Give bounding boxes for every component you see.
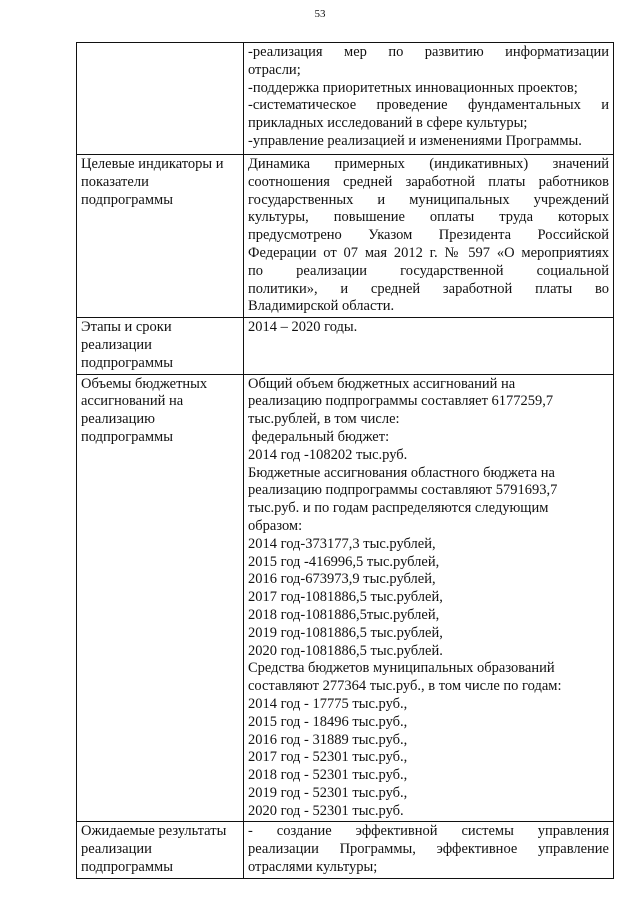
text-line: Владимирской области. [248, 298, 395, 315]
subprogram-passport-table [76, 42, 614, 879]
tasks-continued-cell [244, 43, 614, 155]
text-line: составляют 277364 тыс.руб., в том числе по годам: [248, 678, 562, 695]
text-line: 2016 год - 31889 тыс.руб., [248, 731, 408, 748]
text-line: 2017 год - 52301 тыс.руб., [248, 749, 408, 766]
text-line: отраслями культуры; [248, 859, 378, 876]
table-row-expected-results [77, 822, 614, 878]
text-line: -управление реализацией и изменениями Программы. [248, 132, 582, 149]
text-line: 2019 год-1081886,5 тыс.рублей, [248, 624, 443, 641]
text-line: 2020 год-1081886,5 тыс.рублей. [248, 642, 443, 659]
text-line: -реализация мер по развитию информатизации [248, 44, 609, 60]
text-line: - создание эффективной системы управления [248, 823, 609, 840]
text-line: 2018 год - 52301 тыс.руб., [248, 767, 408, 784]
text-line: культуры, повышение оплаты труда которых [248, 209, 609, 226]
row-label-stages: Этапы и сроки реализации подпрограммы [77, 318, 244, 374]
budget-cell [244, 374, 614, 822]
page-number: 53 [314, 8, 326, 20]
text-line: тыс.рублей, в том числе: [248, 411, 400, 428]
stages-cell [244, 318, 614, 374]
row-label-empty [77, 43, 244, 155]
table-row-target-indicators [77, 155, 614, 318]
text-line: Средства бюджетов муниципальных образований [248, 660, 555, 677]
table-row-budget [77, 374, 614, 822]
target-indicators-cell [244, 155, 614, 318]
text-line: 2014 год-373177,3 тыс.рублей, [248, 535, 436, 552]
text-line: -поддержка приоритетных инновационных проектов; [248, 79, 578, 96]
text-line: тыс.руб. и по годам распределяются следующим [248, 500, 549, 517]
row-label-target-indicators: Целевые индикаторы и показатели подпрограммы [77, 155, 244, 318]
text-line: 2015 год -416996,5 тыс.рублей, [248, 553, 440, 570]
text-line: Динамика примерных (индикативных) значений [248, 156, 609, 172]
text-line: отрасли; [248, 61, 301, 78]
text-line: политики», и средней заработной платы во [248, 280, 609, 297]
text-line: -систематическое проведение фундаментальных и [248, 97, 609, 114]
text-line: 2014 – 2020 годы. [248, 319, 358, 336]
table-row-stages [77, 318, 614, 374]
text-line: Бюджетные ассигнования областного бюджета на [248, 464, 555, 481]
text-line: прикладных исследований в сфере культуры; [248, 115, 528, 132]
text-line: 2014 год - 17775 тыс.руб., [248, 695, 408, 712]
text-line: федеральный бюджет: [248, 428, 390, 445]
text-line: 2017 год-1081886,5 тыс.рублей, [248, 589, 443, 606]
text-line: 2019 год - 52301 тыс.руб., [248, 784, 408, 801]
text-line: реализации Программы, эффективное управление [248, 841, 609, 858]
text-line: 2015 год - 18496 тыс.руб., [248, 713, 408, 730]
text-line: 2020 год - 52301 тыс.руб. [248, 802, 404, 819]
expected-results-cell [244, 822, 614, 878]
text-line: Федерации от 07 мая 2012 г. № 597 «О мероприятиях [248, 244, 609, 261]
row-label-expected-results: Ожидаемые результаты реализации подпрограммы [77, 822, 244, 878]
text-line: 2014 год -108202 тыс.руб. [248, 446, 408, 463]
text-line: государственных и муниципальных учреждений [248, 191, 609, 208]
text-line: Общий объем бюджетных ассигнований на [248, 375, 516, 392]
text-line: образом: [248, 517, 303, 534]
text-line: 2016 год-673973,9 тыс.рублей, [248, 571, 436, 588]
text-line: по реализации государственной социальной [248, 262, 609, 279]
text-line: соотношения средней заработной платы работников [248, 173, 609, 190]
text-line: 2018 год-1081886,5тыс.рублей, [248, 606, 440, 623]
text-line: реализацию подпрограммы составляет 6177259,7 [248, 393, 554, 410]
table-row-tasks-continued [77, 43, 614, 155]
row-label-budget: Объемы бюджетных ассигнований на реализацию подпрограммы [77, 374, 244, 822]
text-line: предусмотрено Указом Президента Российской [248, 227, 609, 244]
text-line: реализацию подпрограммы составляют 5791693,7 [248, 482, 558, 499]
